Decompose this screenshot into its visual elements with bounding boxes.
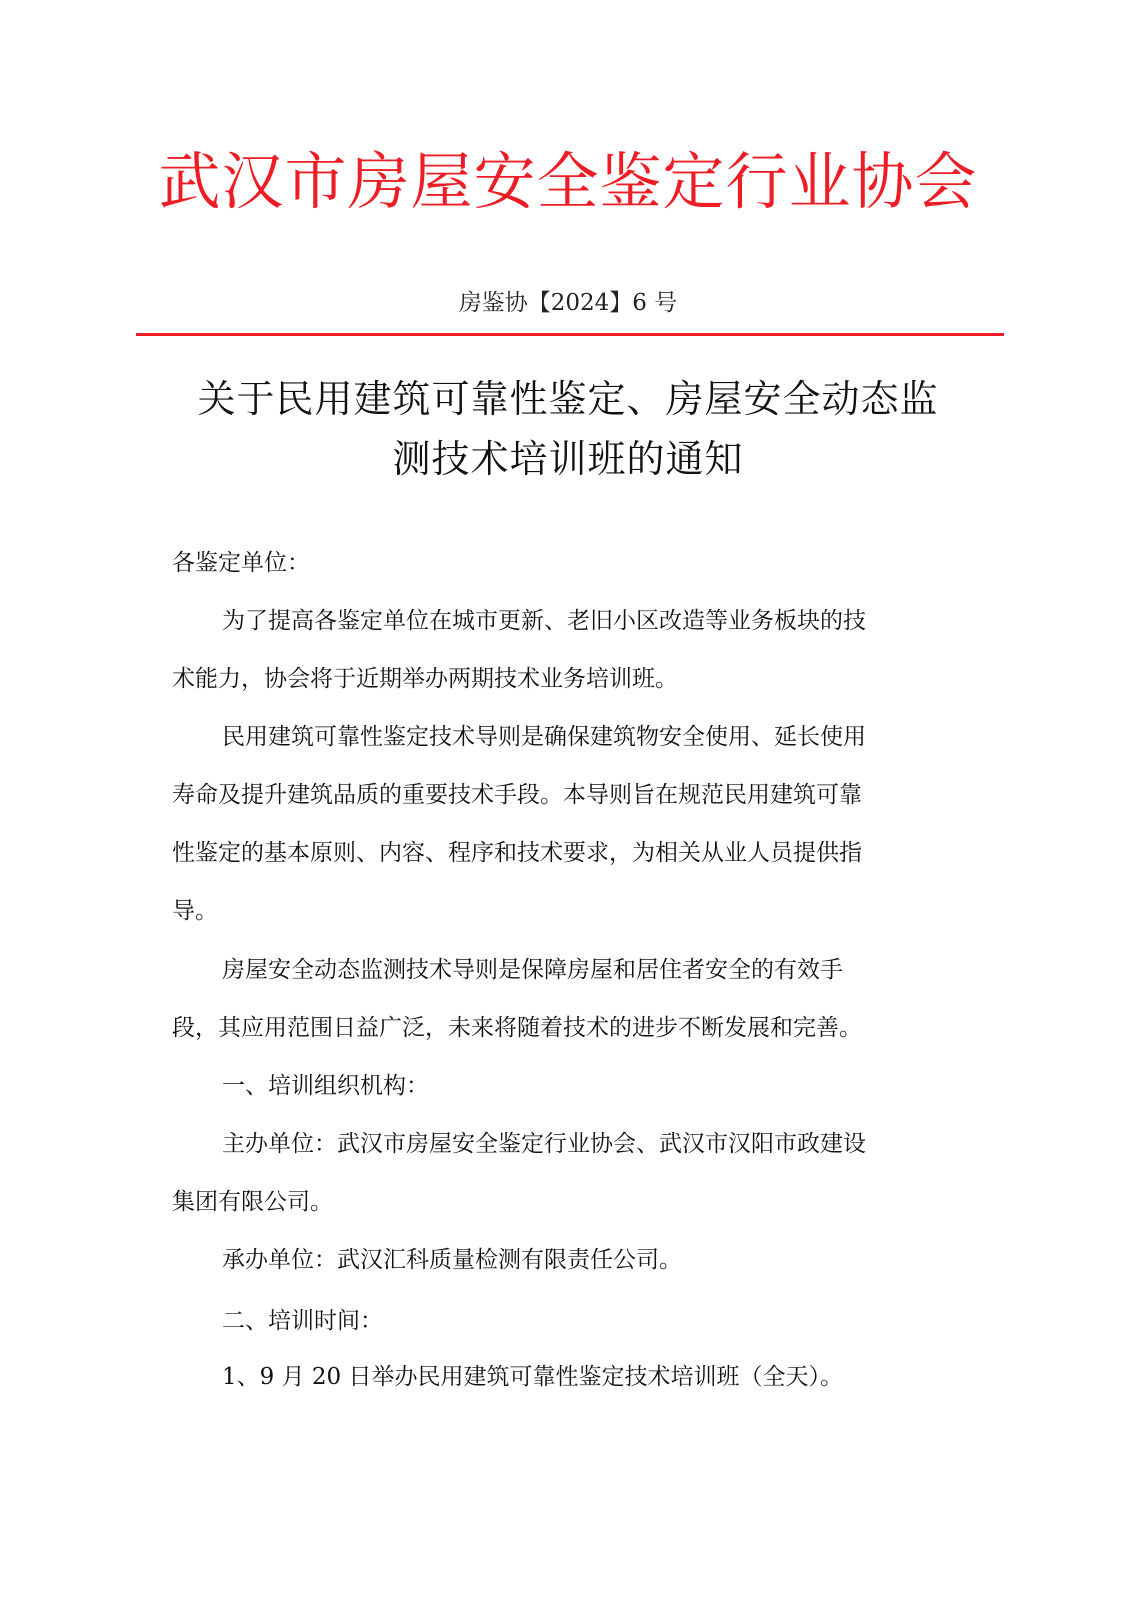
paragraph-1-line-2: 术能力，协会将于近期举办两期技术业务培训班。 — [172, 666, 678, 692]
document-number: 房鉴协【2024】6 号 — [458, 290, 678, 316]
header-divider — [136, 333, 1004, 336]
section-2-heading: 二、培训时间： — [222, 1308, 383, 1334]
undertaker-line: 承办单位：武汉汇科质量检测有限责任公司。 — [222, 1247, 682, 1273]
paragraph-1-line-1: 为了提高各鉴定单位在城市更新、老旧小区改造等业务板块的技 — [222, 608, 866, 634]
paragraph-3-line-1: 房屋安全动态监测技术导则是保障房屋和居住者安全的有效手 — [222, 957, 843, 983]
paragraph-2-line-2: 寿命及提升建筑品质的重要技术手段。本导则旨在规范民用建筑可靠 — [172, 782, 862, 808]
section-1-heading: 一、培训组织机构： — [222, 1073, 429, 1099]
paragraph-2-line-3: 性鉴定的基本原则、内容、程序和技术要求，为相关从业人员提供指 — [172, 840, 862, 866]
paragraph-2-line-1: 民用建筑可靠性鉴定技术导则是确保建筑物安全使用、延长使用 — [222, 724, 866, 750]
organization-header: 武汉市房屋安全鉴定行业协会 — [158, 145, 978, 218]
training-item-1: 1、9 月 20 日举办民用建筑可靠性鉴定技术培训班（全天）。 — [222, 1364, 843, 1390]
paragraph-3-line-2: 段，其应用范围日益广泛，未来将随着技术的进步不断发展和完善。 — [172, 1015, 862, 1041]
notice-title-line-2: 测技术培训班的通知 — [392, 437, 744, 481]
notice-title-line-1: 关于民用建筑可靠性鉴定、房屋安全动态监 — [197, 377, 939, 421]
organizer-line-1: 主办单位：武汉市房屋安全鉴定行业协会、武汉市汉阳市政建设 — [222, 1131, 866, 1157]
organizer-line-2: 集团有限公司。 — [172, 1189, 333, 1215]
salutation: 各鉴定单位： — [172, 550, 310, 576]
paragraph-2-line-4: 导。 — [172, 898, 218, 924]
